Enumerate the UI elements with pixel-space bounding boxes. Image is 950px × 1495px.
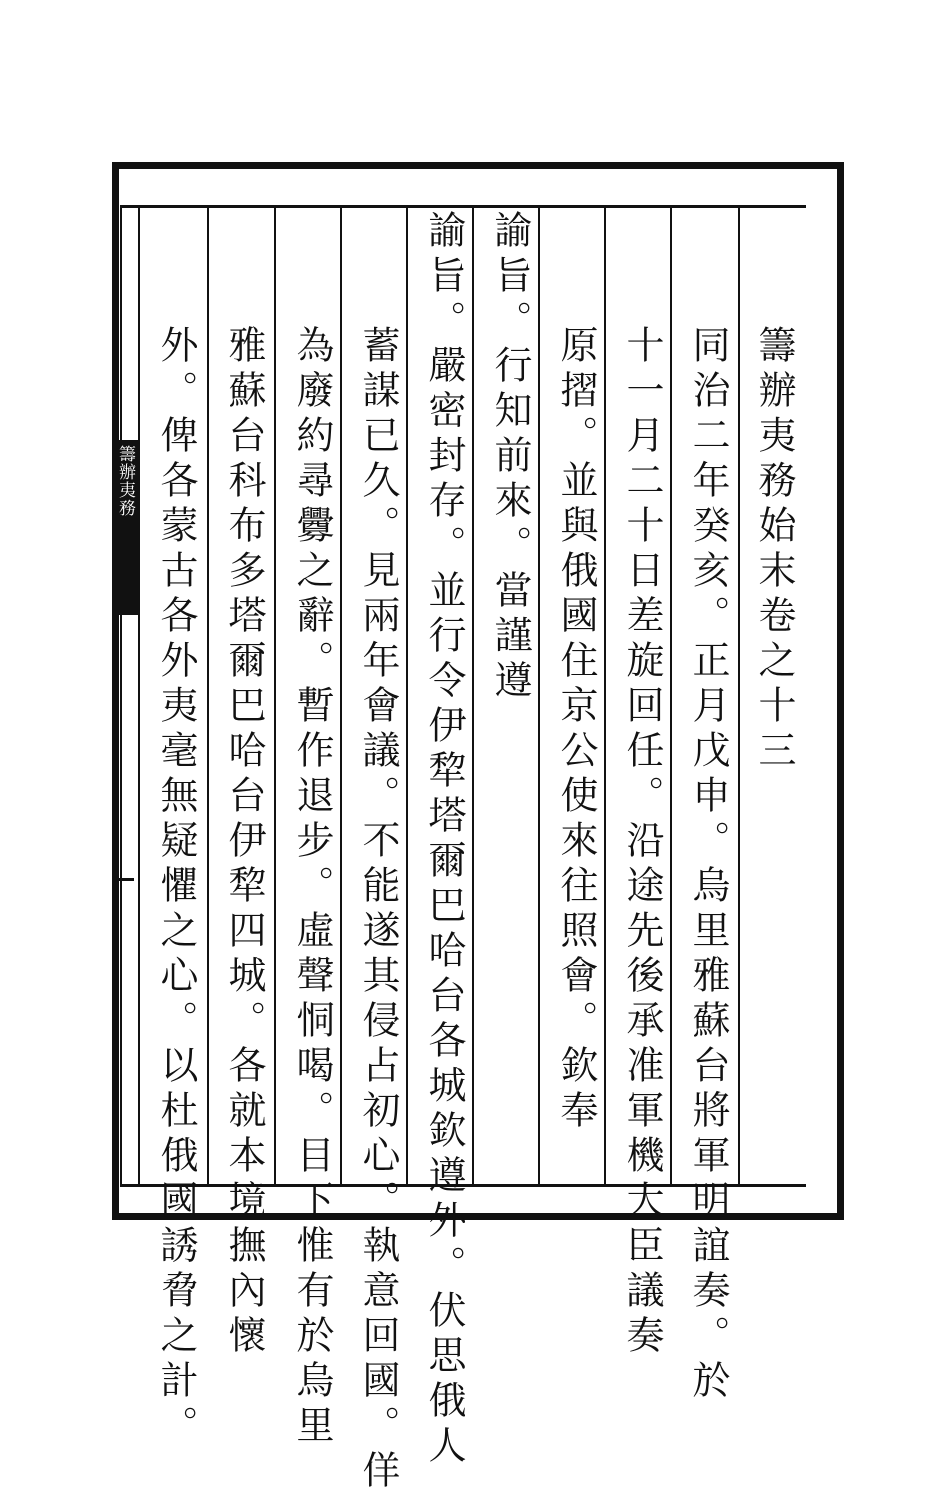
text-column-9: 外。俾各蒙古各外夷毫無疑懼之心。以杜俄國誘脅之計。 bbox=[154, 325, 198, 1450]
spine-label: 籌辦夷務 bbox=[115, 445, 135, 517]
column-rule bbox=[138, 205, 140, 1185]
column-rule bbox=[207, 205, 209, 1185]
volume-title: 籌辦夷務始末卷之十三 bbox=[752, 325, 796, 775]
column-rule bbox=[274, 205, 276, 1185]
text-column-1: 同治二年癸亥。正月戊申。烏里雅蘇台將軍明誼奏。於 bbox=[686, 325, 730, 1405]
text-column-4: 諭旨。行知前來。當謹遵 bbox=[488, 210, 532, 705]
text-column-3: 原摺。並與俄國住京公使來往照會。欽奉 bbox=[554, 325, 598, 1135]
text-column-2: 十一月二十日差旋回任。沿途先後承准軍機大臣議奏 bbox=[620, 325, 664, 1360]
column-rule bbox=[738, 205, 740, 1185]
text-column-8: 雅蘇台科布多塔爾巴哈台伊犂四城。各就本境撫內懷 bbox=[222, 325, 266, 1360]
text-column-6: 蓄謀已久。見兩年會議。不能遂其侵占初心。執意回國。佯 bbox=[356, 325, 400, 1495]
text-column-7: 為廢約尋釁之辭。暫作退步。虛聲恫喝。目下惟有於烏里 bbox=[290, 325, 334, 1450]
text-column-5: 諭旨。嚴密封存。並行令伊犂塔爾巴哈台各城欽遵外。伏思俄人 bbox=[422, 210, 466, 1470]
spine-mark bbox=[114, 878, 134, 881]
